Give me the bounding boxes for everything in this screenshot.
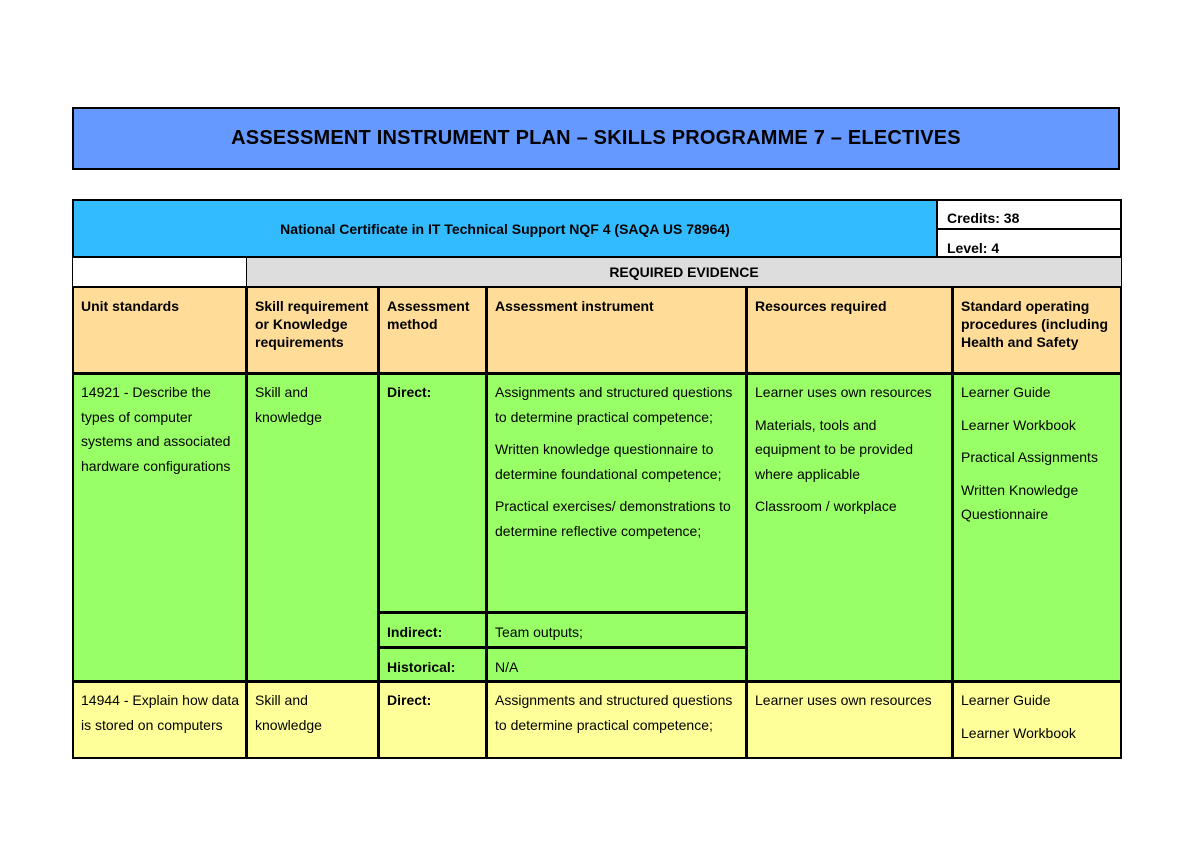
- qualification-title: National Certificate in IT Technical Support NQF 4 (SAQA US 78964): [72, 199, 938, 258]
- header-unit-standards: Unit standards: [72, 286, 247, 374]
- row2-resources: [746, 681, 953, 759]
- required-evidence-heading: REQUIRED EVIDENCE: [246, 257, 1122, 287]
- header-resources-required: Resources required: [746, 286, 953, 374]
- row1-resource-item: Learner uses own resources: [755, 384, 932, 400]
- row2-sop: [952, 681, 1122, 759]
- credits-label: Credits: 38: [936, 199, 1122, 230]
- header-assessment-instrument: Assessment instrument: [486, 286, 747, 374]
- row1-historical-value: N/A: [486, 647, 747, 682]
- row1-sop-item: Learner Workbook: [961, 416, 1076, 433]
- row1-indirect-value: Team outputs;: [486, 612, 747, 648]
- row1-unit-standard: 14921 - Describe the types of computer systems and associated hardware configurations: [72, 373, 247, 682]
- row2-sop-item: Learner Guide: [961, 692, 1051, 708]
- row2-resource-item: Learner uses own resources: [755, 692, 932, 708]
- row1-sop-item: Learner Guide: [961, 384, 1051, 400]
- row1-resource-item: Classroom / workplace: [755, 498, 897, 514]
- row2-direct-label: Direct:: [378, 681, 487, 759]
- row2-sop-item: Learner Workbook: [961, 724, 1076, 741]
- row1-direct-item: Written knowledge questionnaire to determine foundational competence;: [495, 441, 722, 482]
- document-title: ASSESSMENT INSTRUMENT PLAN – SKILLS PROGRAMME 7 – ELECTIVES: [72, 107, 1120, 170]
- row1-direct-label: Direct:: [378, 373, 487, 613]
- row1-direct-instruments: [486, 373, 747, 613]
- row1-resource-item: Materials, tools and equipment to be provided where applicable: [755, 416, 913, 482]
- row1-direct-item: Assignments and structured questions to determine practical competence;: [495, 384, 733, 425]
- row1-indirect-label: Indirect:: [378, 612, 487, 648]
- row2-direct-item: Assignments and structured questions to determine practical competence;: [495, 692, 733, 733]
- row2-direct-instruments: [486, 681, 747, 759]
- row1-sop: [952, 373, 1122, 682]
- row1-sop-item: Written Knowledge Questionnaire: [961, 481, 1079, 522]
- row1-sop-item: Practical Assignments: [961, 449, 1098, 465]
- row1-resources: [746, 373, 953, 682]
- row1-skill: Skill and knowledge: [246, 373, 379, 682]
- row2-unit-standard: 14944 - Explain how data is stored on computers: [72, 681, 247, 759]
- row1-direct-item: Practical exercises/ demonstrations to determine reflective competence;: [495, 498, 731, 539]
- row2-skill: Skill and knowledge: [246, 681, 379, 759]
- blank-cell: [72, 257, 247, 287]
- header-assessment-method: Assessment method: [378, 286, 487, 374]
- header-standard-operating-procedures: Standard operating procedures (including Health and Safety: [952, 286, 1122, 374]
- header-skill-requirement: Skill requirement or Knowledge requirements: [246, 286, 379, 374]
- row1-historical-label: Historical:: [378, 647, 487, 682]
- level-label: Level: 4: [936, 228, 1122, 258]
